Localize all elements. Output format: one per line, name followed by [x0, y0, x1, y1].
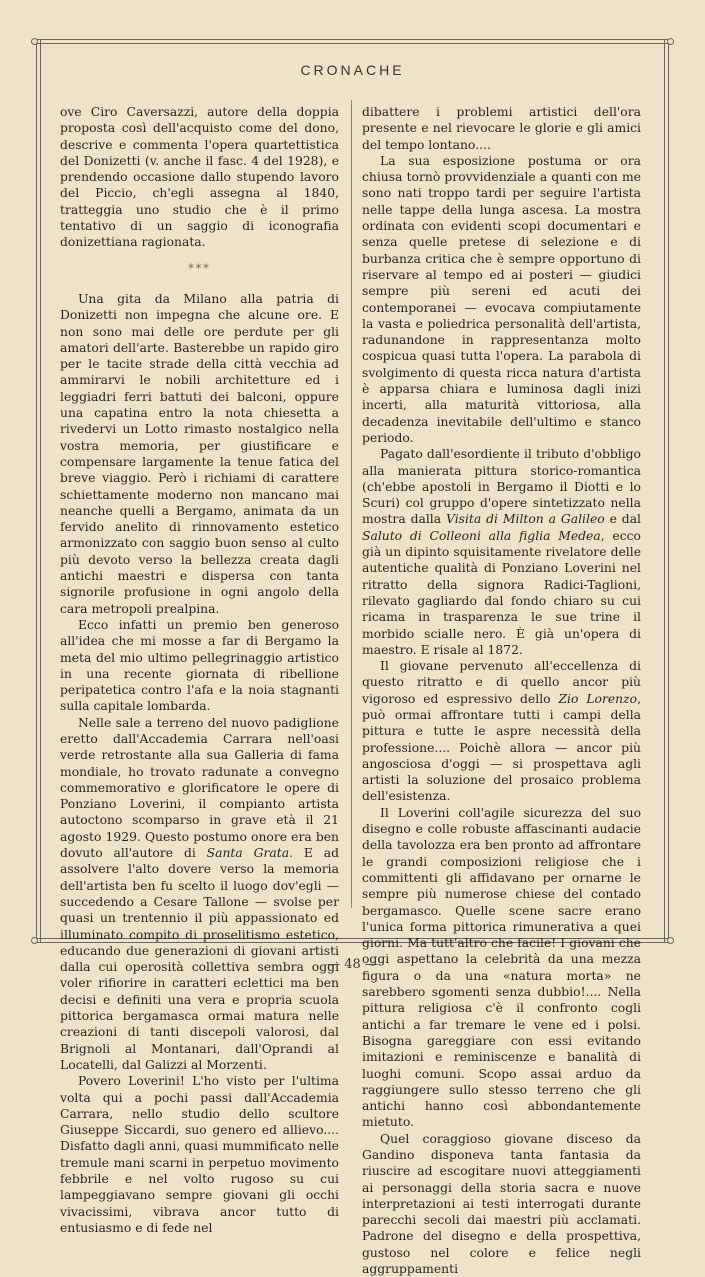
italic-title: Saluto di Colleoni alla figlia Medea — [362, 528, 601, 543]
column-divider — [351, 100, 352, 908]
text-run: Nelle sale a terreno del nuovo padiglione eretto dall'Accademia Carrara nell'oasi verde retrostante alla sua Galleria di fama mondiale, ho trovato radunate a convegno commemorativo e glorificatore le opere di Ponziano Loverini, il compianto artista autoctono scomparso in grave età il 21 agosto 1929. Questo postumo onore era ben dovuto all'autore di — [60, 715, 339, 861]
text-run: Pagato dall'esordiente il tributo d'obbligo alla manierata pittura storico-romantica (ch'ebbe apostoli in Bergamo il Diotti e lo Scuri) col gruppo d'opere sintetizzato nella mostra dalla — [362, 447, 641, 527]
frame-corner-ornament — [31, 937, 38, 944]
frame-left-rule — [36, 39, 37, 943]
text-run: , può ormai affrontare tutti i campi della pittura e tutte le aspre necessità della professione.... Poichè allora — ancor più angosciosa d'oggi — si prospettava agli artisti la soluzione del prosaico problema dell'esistenza. — [362, 691, 641, 804]
paragraph: Una gita da Milano alla patria di Donizetti non impegna che alcune ore. E non sono mai delle ore perdute per gli amatori dell'arte. Basterebbe un rapido giro per le tacite strade della città vecchia ad ammirarvi le nobili architetture ed i leggiadri ferri battuti dei balconi, oppure una capatina entro la nota chiesetta a rivedervi un Lotto rimasto nostalgico nella vostra memoria, per giustificare e compensare largamente la tenue fatica del breve viaggio. Però i richiami di carattere schiettamente moderno non mancano mai neanche quelli a Bergamo, animata da un fervido anelito di rinnovamento estetico armonizzato con saggio buon senso al culto più devoto verso la bellezza creata dagli antichi maestri e dispersa con tanta signorile profusione in ogni angolo della cara metropoli prealpina. — [60, 291, 339, 616]
paragraph: ove Ciro Caversazzi, autore della doppia proposta così dell'acquisto come del dono, descrive e commenta l'opera quartettistica del Donizetti (v. anche il fasc. 4 del 1928), e prendendo occasione dallo stupendo lavoro del Piccio, ch'egli assegna al 1840, tratteggia uno studio che è il primo tentativo di un saggio di iconografia donizettiana ragionata. — [60, 105, 339, 250]
section-separator: *** — [188, 261, 211, 275]
frame-corner-ornament — [667, 38, 674, 45]
italic-title: Visita di Milton a Galileo — [446, 512, 605, 527]
text-run: e dal — [604, 512, 641, 527]
frame-corner-ornament — [31, 38, 38, 45]
paragraph — [362, 658, 641, 805]
left-column — [60, 104, 340, 1235]
right-column — [362, 104, 641, 1277]
frame-right-rule — [664, 39, 665, 943]
frame-right-rule-inner — [668, 39, 669, 943]
frame-left-rule-inner — [40, 39, 41, 943]
frame-top-rule — [36, 39, 669, 40]
paragraph: La sua esposizione postuma or ora chiusa tornò provvidenziale a quanti con me sono nati troppo tardi per seguire l'artista nelle tappe della lunga ascesa. La mostra ordinata con evidenti scopi documentari e senza quelle pretese di selezione e di burbanza critica che è sempre opportuno di riservare al tempo ed ai posteri — giudici sempre più sereni ed acuti dei contemporanei — evocava compiutamente la vasta e poliedrica personalità dell'artista, radunandone in rappresentanza molto cospicua quasi tutta l'opera. La parabola di svolgimento di questa ricca natura d'artista è apparsa chiara e luminosa dagli inizi incerti, alla maturità vittoriosa, alla decadenza inevitabile dell'ultimo e stanco periodo. — [362, 153, 641, 445]
frame-corner-ornament — [667, 937, 674, 944]
paragraph: Quel coraggioso giovane disceso da Gandino disponeva tanta fantasia da riuscire ad escogitare nuovi atteggiamenti ai personaggi della storia sacra e nuove interpretazioni ai testi interrogati durante parecchi secoli dai maestri più acclamati. Padrone del disegno e della prospettiva, gustoso nel colore e felice negli aggruppamenti — [362, 1131, 641, 1277]
text-run: . E ad assolvere l'alto dovere verso la memoria dell'artista ben fu scelto il luogo dov'egli — succedendo a Cesare Tallone — svolse per quasi un trentennio il più appassionato ed illuminato compito di proselitismo estetico, educando due generazioni di giovani artisti dalla cui operosità collettiva sembra oggi voler rifiorire in caratteri eclettici ma ben decisi e definiti una vera e propria scuola pittorica bergamasca ormai matura nelle creazioni di tanti discepoli valorosi, dal Brignoli al Montanari, dall'Oprandi al Locatelli, dal Galizzi al Morzenti. — [60, 846, 340, 1072]
italic-title: Zio Lorenzo — [558, 691, 638, 706]
page-number: — 48 — — [327, 957, 378, 972]
frame-top-rule-inner — [36, 43, 669, 44]
paragraph: Il Loverini coll'agile sicurezza del suo disegno e colle robuste affascinanti audacie della tavolozza era ben pronto ad affrontare le grandi composizioni religiose che i committenti gli affidavano per ornarne le sempre più numerose chiese del contado bergamasco. Quelle scene sacre erano l'unica forma pittorica rimunerativa a quei giorni. Ma tutt'altro che facile! I giovani che oggi aspettano la celebrità da una mezza figura o da una «natura morta» ne sarebbero sgomenti senza dubbio!.... Nella pittura religiosa c'è il confronto cogli antichi a far tremare le vene ed i polsi. Bisogna gareggiare con essi evitando imitazioni e reminiscenze e banalità di luoghi comuni. Scopo assai arduo da raggiungere sullo stesso terreno che gli antichi hanno così abbondantemente mietuto. — [362, 805, 641, 1130]
paragraph: Ecco infatti un premio ben generoso all'idea che mi mosse a far di Bergamo la meta del mio ultimo pellegrinaggio artistico in una recente giornata di ribellione peripatetica contro l'afa e la noia stagnanti sulla capitale lombarda. — [60, 617, 339, 714]
paragraph — [60, 715, 339, 1074]
running-header: CRONACHE — [300, 62, 405, 78]
paragraph — [362, 446, 641, 658]
text-run: Il giovane pervenuto all'eccellenza di questo ritratto e di quello ancor più vigoroso ed espressivo dello — [362, 659, 641, 706]
text-run: , ecco già un dipinto squisitamente rivelatore delle autentiche qualità di Ponziano Loverini nel ritratto della signora Radici-Taglioni, rilevato gagliardo dal fondo chiaro su cui ricama in trasparenza le sue trine il morbido scialle nero. È già un'opera di maestro. E risale al 1872. — [362, 528, 641, 657]
paragraph: Povero Loverini! L'ho visto per l'ultima volta qui a pochi passi dall'Accademia Carrara, nello studio dello scultore Giuseppe Siccardi, suo genero ed allievo.... Disfatto dagli anni, quasi mummificato nelle tremule mani scarni in perpetuo movimento febbrile e nel volto rugoso su cui lampeggiavano sempre giovani gli occhi vivacissimi, vibrava ancor tutto di entusiasmo e di fede nel — [60, 1074, 339, 1235]
paragraph: dibattere i problemi artistici dell'ora presente e nel rievocare le glorie e gli amici del tempo lontano.... — [362, 105, 641, 152]
italic-title: Santa Grata — [206, 846, 290, 861]
